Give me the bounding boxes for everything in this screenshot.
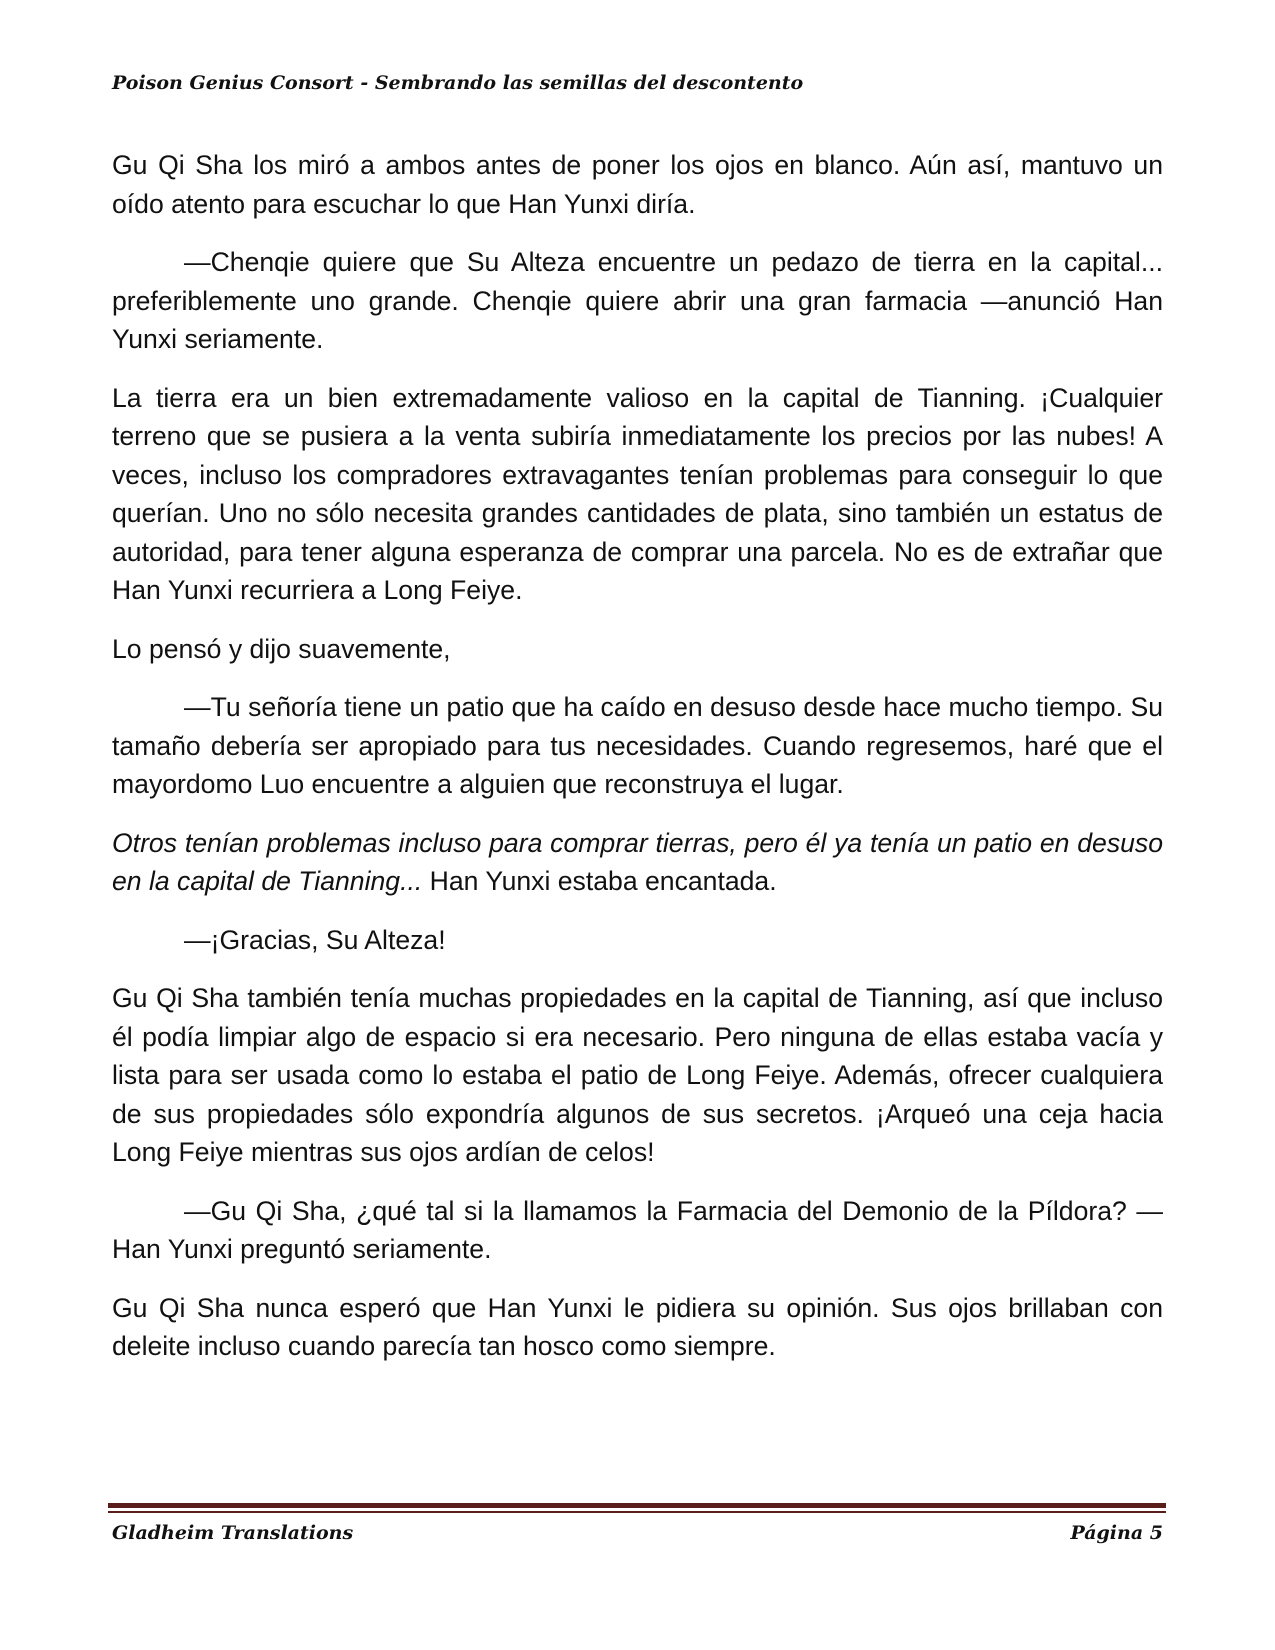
paragraph: Gu Qi Sha también tenía muchas propiedades en la capital de Tianning, así que incluso él podía limpiar algo de espacio si era necesario. Pero ninguna de ellas estaba vacía y lista para ser usada como lo estaba el patio de Long Feiye. Además, ofrecer cualquiera de sus propiedades sólo expondría algunos de sus secretos. ¡Arqueó una ceja hacia Long Feiye mientras sus ojos ardían de celos! bbox=[112, 983, 1163, 1167]
dialogue-paragraph: —¡Gracias, Su Alteza! bbox=[184, 924, 446, 955]
page-number: Página 5 bbox=[1070, 1522, 1163, 1544]
thought-paragraph bbox=[112, 824, 1163, 901]
footer-rule-thin bbox=[108, 1511, 1166, 1513]
paragraph: Gu Qi Sha los miró a ambos antes de poner los ojos en blanco. Aún así, mantuvo un oído atento para escuchar lo que Han Yunxi diría. bbox=[112, 150, 1163, 219]
paragraph: Lo pensó y dijo suavemente, bbox=[112, 633, 451, 664]
italic-thought: Otros tenían problemas incluso para comprar tierras, pero él ya tenía un patio en desuso en la capital de Tianning... bbox=[112, 827, 1163, 896]
dialogue-paragraph: —Chenqie quiere que Su Alteza encuentre un pedazo de tierra en la capital... preferiblemente uno grande. Chenqie quiere abrir una gran farmacia —anunció Han Yunxi seriamente. bbox=[112, 247, 1163, 354]
footer-translator: Gladheim Translations bbox=[112, 1522, 354, 1544]
dialogue-paragraph: —Tu señoría tiene un patio que ha caído en desuso desde hace mucho tiempo. Su tamaño debería ser apropiado para tus necesidades. Cuando regresemos, haré que el mayordomo Luo encuentre a alguien que reconstruya el lugar. bbox=[112, 692, 1163, 799]
running-header: Poison Genius Consort - Sembrando las semillas del descontento bbox=[112, 72, 804, 94]
body-text bbox=[112, 146, 1163, 1386]
paragraph: La tierra era un bien extremadamente valioso en la capital de Tianning. ¡Cualquier terreno que se pusiera a la venta subiría inmediatamente los precios por las nubes! A veces, incluso los compradores extravagantes tenían problemas para conseguir lo que querían. Uno no sólo necesita grandes cantidades de plata, sino también un estatus de autoridad, para tener alguna esperanza de comprar una parcela. No es de extrañar que Han Yunxi recurriera a Long Feiye. bbox=[112, 382, 1163, 605]
footer-rule bbox=[108, 1503, 1166, 1508]
dialogue-paragraph: —Gu Qi Sha, ¿qué tal si la llamamos la Farmacia del Demonio de la Píldora? —Han Yunxi preguntó seriamente. bbox=[112, 1195, 1163, 1264]
thought-narration: Han Yunxi estaba encantada. bbox=[422, 866, 777, 896]
paragraph: Gu Qi Sha nunca esperó que Han Yunxi le pidiera su opinión. Sus ojos brillaban con deleite incluso cuando parecía tan hosco como siempre. bbox=[112, 1292, 1163, 1361]
